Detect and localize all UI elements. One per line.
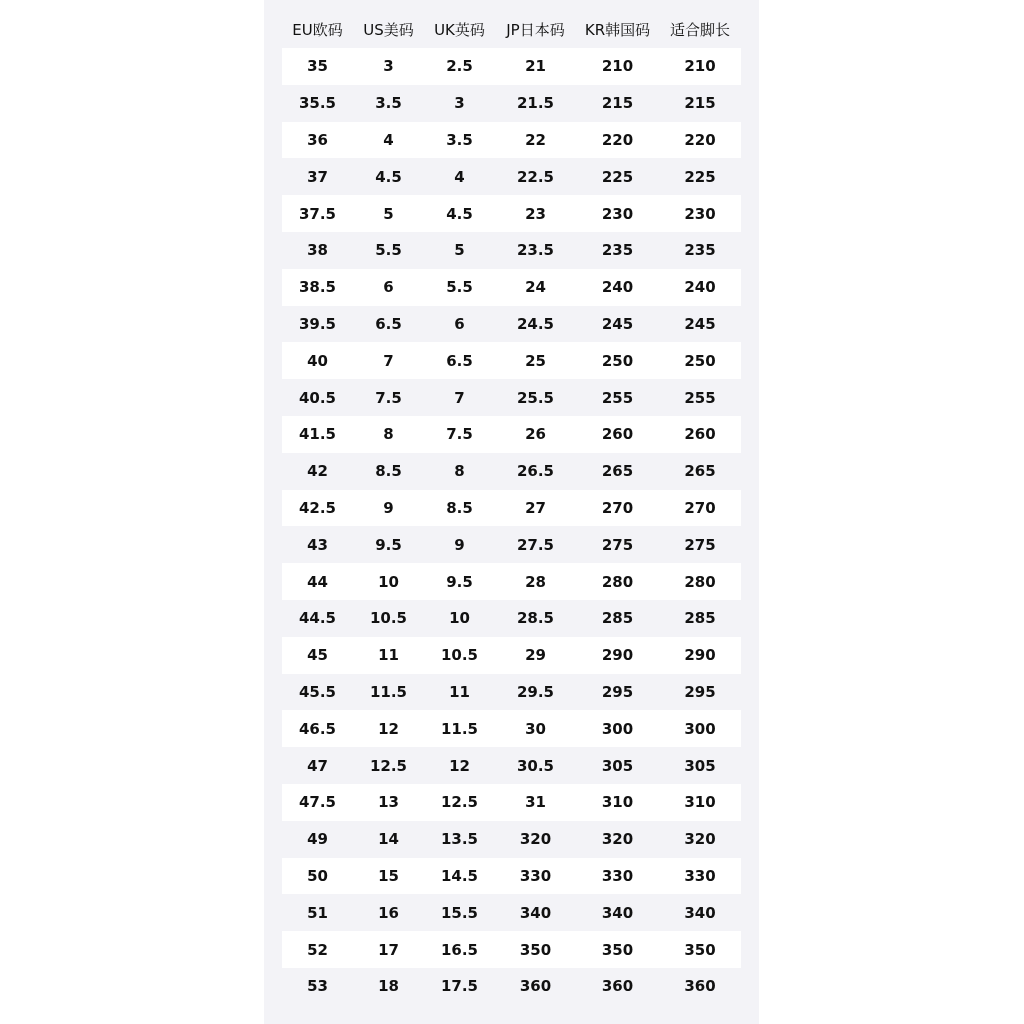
cell-jp: 22 — [495, 122, 576, 159]
cell-kr: 360 — [576, 968, 659, 1005]
cell-eu: 45.5 — [282, 674, 353, 711]
cell-jp: 23.5 — [495, 232, 576, 269]
cell-us: 3.5 — [353, 85, 424, 122]
cell-us: 5 — [353, 195, 424, 232]
cell-eu: 51 — [282, 894, 353, 931]
table-row — [282, 453, 741, 490]
cell-kr: 235 — [576, 232, 659, 269]
cell-foot-length: 245 — [659, 306, 741, 343]
cell-kr: 225 — [576, 158, 659, 195]
cell-kr: 340 — [576, 894, 659, 931]
cell-us: 4 — [353, 122, 424, 159]
cell-kr: 285 — [576, 600, 659, 637]
table-row — [282, 158, 741, 195]
cell-jp: 320 — [495, 821, 576, 858]
cell-us: 7 — [353, 342, 424, 379]
cell-eu: 50 — [282, 858, 353, 895]
table-row — [282, 416, 741, 453]
cell-foot-length: 250 — [659, 342, 741, 379]
cell-kr: 215 — [576, 85, 659, 122]
header-foot-length: 适合脚长 — [669, 20, 730, 39]
cell-kr: 330 — [576, 858, 659, 895]
cell-foot-length: 215 — [659, 85, 741, 122]
table-row — [282, 637, 741, 674]
cell-eu: 37.5 — [282, 195, 353, 232]
size-chart-body — [282, 48, 741, 1005]
cell-foot-length: 260 — [659, 416, 741, 453]
cell-kr: 240 — [576, 269, 659, 306]
cell-kr: 260 — [576, 416, 659, 453]
cell-foot-length: 275 — [659, 526, 741, 563]
cell-kr: 255 — [576, 379, 659, 416]
cell-us: 12.5 — [353, 747, 424, 784]
cell-foot-length: 285 — [659, 600, 741, 637]
cell-eu: 41.5 — [282, 416, 353, 453]
cell-kr: 320 — [576, 821, 659, 858]
table-row — [282, 894, 741, 931]
table-row — [282, 600, 741, 637]
header-uk: UK英码 — [434, 20, 485, 39]
cell-us: 15 — [353, 858, 424, 895]
cell-us: 11.5 — [353, 674, 424, 711]
cell-jp: 25.5 — [495, 379, 576, 416]
cell-uk: 4.5 — [424, 195, 495, 232]
cell-us: 10 — [353, 563, 424, 600]
cell-jp: 360 — [495, 968, 576, 1005]
table-row — [282, 342, 741, 379]
cell-us: 6.5 — [353, 306, 424, 343]
cell-jp: 24.5 — [495, 306, 576, 343]
cell-eu: 45 — [282, 637, 353, 674]
cell-us: 12 — [353, 710, 424, 747]
cell-kr: 295 — [576, 674, 659, 711]
table-row — [282, 526, 741, 563]
cell-foot-length: 310 — [659, 784, 741, 821]
table-row — [282, 784, 741, 821]
table-row — [282, 306, 741, 343]
cell-uk: 4 — [424, 158, 495, 195]
cell-foot-length: 235 — [659, 232, 741, 269]
cell-us: 10.5 — [353, 600, 424, 637]
cell-us: 7.5 — [353, 379, 424, 416]
table-row — [282, 379, 741, 416]
table-row — [282, 747, 741, 784]
table-row — [282, 48, 741, 85]
cell-jp: 29.5 — [495, 674, 576, 711]
cell-jp: 26 — [495, 416, 576, 453]
cell-eu: 53 — [282, 968, 353, 1005]
cell-kr: 275 — [576, 526, 659, 563]
cell-eu: 44.5 — [282, 600, 353, 637]
cell-eu: 38 — [282, 232, 353, 269]
cell-kr: 230 — [576, 195, 659, 232]
cell-kr: 220 — [576, 122, 659, 159]
cell-eu: 43 — [282, 526, 353, 563]
cell-jp: 29 — [495, 637, 576, 674]
cell-jp: 330 — [495, 858, 576, 895]
cell-jp: 340 — [495, 894, 576, 931]
table-row — [282, 858, 741, 895]
cell-foot-length: 225 — [659, 158, 741, 195]
cell-jp: 22.5 — [495, 158, 576, 195]
cell-kr: 300 — [576, 710, 659, 747]
cell-uk: 5.5 — [424, 269, 495, 306]
header-kr: KR韩国码 — [584, 20, 651, 39]
cell-foot-length: 290 — [659, 637, 741, 674]
cell-foot-length: 360 — [659, 968, 741, 1005]
cell-eu: 40.5 — [282, 379, 353, 416]
cell-eu: 47 — [282, 747, 353, 784]
cell-us: 8.5 — [353, 453, 424, 490]
cell-eu: 40 — [282, 342, 353, 379]
cell-jp: 28 — [495, 563, 576, 600]
cell-eu: 44 — [282, 563, 353, 600]
cell-uk: 17.5 — [424, 968, 495, 1005]
cell-kr: 350 — [576, 931, 659, 968]
table-row — [282, 195, 741, 232]
cell-jp: 23 — [495, 195, 576, 232]
cell-kr: 310 — [576, 784, 659, 821]
cell-foot-length: 350 — [659, 931, 741, 968]
cell-eu: 35.5 — [282, 85, 353, 122]
cell-foot-length: 220 — [659, 122, 741, 159]
cell-eu: 42 — [282, 453, 353, 490]
header-jp: JP日本码 — [506, 20, 565, 39]
cell-jp: 26.5 — [495, 453, 576, 490]
cell-uk: 12.5 — [424, 784, 495, 821]
cell-uk: 12 — [424, 747, 495, 784]
cell-uk: 14.5 — [424, 858, 495, 895]
cell-jp: 25 — [495, 342, 576, 379]
cell-eu: 37 — [282, 158, 353, 195]
cell-jp: 21 — [495, 48, 576, 85]
header-eu: EU欧码 — [292, 20, 343, 39]
cell-us: 11 — [353, 637, 424, 674]
cell-us: 13 — [353, 784, 424, 821]
cell-us: 18 — [353, 968, 424, 1005]
cell-jp: 21.5 — [495, 85, 576, 122]
cell-foot-length: 230 — [659, 195, 741, 232]
cell-eu: 47.5 — [282, 784, 353, 821]
cell-uk: 10 — [424, 600, 495, 637]
cell-kr: 245 — [576, 306, 659, 343]
cell-kr: 210 — [576, 48, 659, 85]
cell-foot-length: 255 — [659, 379, 741, 416]
cell-uk: 3 — [424, 85, 495, 122]
cell-uk: 6 — [424, 306, 495, 343]
table-row — [282, 269, 741, 306]
cell-uk: 7.5 — [424, 416, 495, 453]
table-row — [282, 122, 741, 159]
cell-eu: 38.5 — [282, 269, 353, 306]
cell-uk: 8 — [424, 453, 495, 490]
table-row — [282, 931, 741, 968]
cell-jp: 30.5 — [495, 747, 576, 784]
cell-uk: 8.5 — [424, 490, 495, 527]
table-row — [282, 968, 741, 1005]
table-row — [282, 490, 741, 527]
table-row — [282, 710, 741, 747]
cell-eu: 39.5 — [282, 306, 353, 343]
cell-uk: 11 — [424, 674, 495, 711]
cell-foot-length: 295 — [659, 674, 741, 711]
cell-us: 17 — [353, 931, 424, 968]
cell-uk: 11.5 — [424, 710, 495, 747]
cell-eu: 49 — [282, 821, 353, 858]
cell-uk: 2.5 — [424, 48, 495, 85]
cell-jp: 24 — [495, 269, 576, 306]
cell-uk: 13.5 — [424, 821, 495, 858]
cell-us: 5.5 — [353, 232, 424, 269]
header-row — [282, 10, 741, 48]
cell-uk: 15.5 — [424, 894, 495, 931]
cell-us: 16 — [353, 894, 424, 931]
cell-foot-length: 330 — [659, 858, 741, 895]
table-row — [282, 674, 741, 711]
cell-uk: 9.5 — [424, 563, 495, 600]
cell-uk: 10.5 — [424, 637, 495, 674]
cell-jp: 27 — [495, 490, 576, 527]
cell-foot-length: 210 — [659, 48, 741, 85]
cell-foot-length: 320 — [659, 821, 741, 858]
cell-foot-length: 340 — [659, 894, 741, 931]
cell-uk: 5 — [424, 232, 495, 269]
cell-uk: 9 — [424, 526, 495, 563]
cell-uk: 6.5 — [424, 342, 495, 379]
table-row — [282, 232, 741, 269]
cell-us: 9 — [353, 490, 424, 527]
cell-foot-length: 270 — [659, 490, 741, 527]
cell-uk: 7 — [424, 379, 495, 416]
cell-foot-length: 305 — [659, 747, 741, 784]
cell-kr: 305 — [576, 747, 659, 784]
cell-jp: 350 — [495, 931, 576, 968]
cell-uk: 3.5 — [424, 122, 495, 159]
cell-foot-length: 265 — [659, 453, 741, 490]
cell-eu: 35 — [282, 48, 353, 85]
cell-jp: 28.5 — [495, 600, 576, 637]
cell-eu: 46.5 — [282, 710, 353, 747]
cell-us: 14 — [353, 821, 424, 858]
table-row — [282, 563, 741, 600]
cell-us: 6 — [353, 269, 424, 306]
header-us: US美码 — [363, 20, 414, 39]
table-row — [282, 85, 741, 122]
cell-kr: 280 — [576, 563, 659, 600]
table-row — [282, 821, 741, 858]
cell-jp: 30 — [495, 710, 576, 747]
cell-jp: 27.5 — [495, 526, 576, 563]
cell-eu: 52 — [282, 931, 353, 968]
cell-eu: 42.5 — [282, 490, 353, 527]
cell-us: 9.5 — [353, 526, 424, 563]
cell-eu: 36 — [282, 122, 353, 159]
cell-foot-length: 240 — [659, 269, 741, 306]
cell-us: 4.5 — [353, 158, 424, 195]
cell-kr: 265 — [576, 453, 659, 490]
cell-jp: 31 — [495, 784, 576, 821]
cell-foot-length: 280 — [659, 563, 741, 600]
cell-kr: 290 — [576, 637, 659, 674]
cell-us: 3 — [353, 48, 424, 85]
cell-us: 8 — [353, 416, 424, 453]
cell-kr: 270 — [576, 490, 659, 527]
cell-foot-length: 300 — [659, 710, 741, 747]
size-chart-table — [282, 10, 741, 1005]
cell-kr: 250 — [576, 342, 659, 379]
cell-uk: 16.5 — [424, 931, 495, 968]
